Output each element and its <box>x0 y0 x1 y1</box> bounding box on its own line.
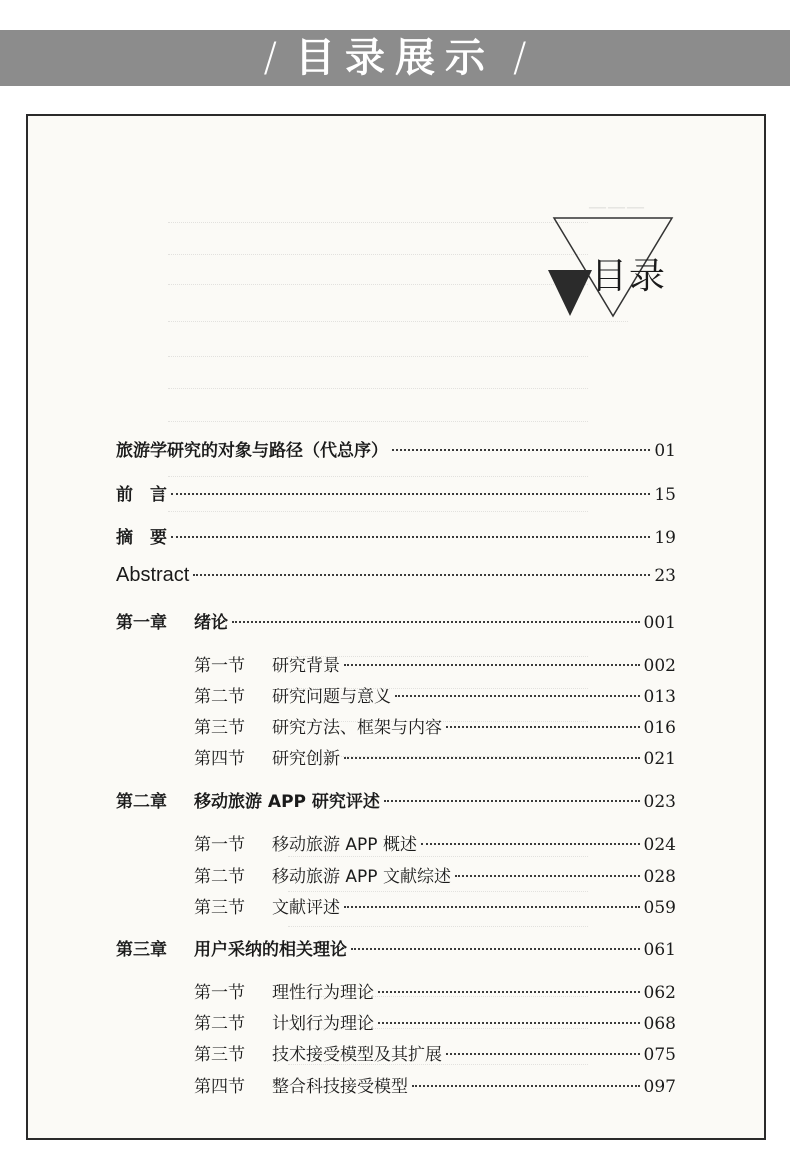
toc-section-3-1[interactable] <box>194 978 676 1003</box>
entry-title: 旅游学研究的对象与路径（代总序） <box>116 441 388 461</box>
dot-leader <box>378 991 640 993</box>
toc-entry-summary[interactable] <box>116 523 676 548</box>
entry-page: 23 <box>654 566 676 586</box>
section-number: 第二节 <box>194 1014 245 1034</box>
chapter-title: 移动旅游 APP 研究评述 <box>194 792 380 812</box>
dot-leader <box>446 726 640 728</box>
section-number: 第一节 <box>194 835 245 855</box>
section-title: 移动旅游 APP 文献综述 <box>272 867 451 887</box>
toc-section-2-1[interactable] <box>194 830 676 855</box>
section-number: 第一节 <box>194 656 245 676</box>
chapter-page: 061 <box>643 940 676 960</box>
chapter-page: 023 <box>643 792 676 812</box>
dot-leader <box>384 800 640 802</box>
section-title: 研究创新 <box>272 749 340 769</box>
toc-section-3-2[interactable] <box>194 1009 676 1034</box>
entry-page: 15 <box>654 485 676 505</box>
section-title: 研究方法、框架与内容 <box>272 718 442 738</box>
chapter-title: 绪论 <box>194 613 228 633</box>
toc-chapter-3[interactable] <box>116 935 676 960</box>
entry-page: 19 <box>654 528 676 548</box>
section-title: 理性行为理论 <box>272 983 374 1003</box>
dot-leader <box>395 695 640 697</box>
section-page: 021 <box>643 749 676 769</box>
toc-section-2-3[interactable] <box>194 893 676 918</box>
section-title: 计划行为理论 <box>272 1014 374 1034</box>
entry-title: 摘 要 <box>116 528 167 548</box>
header-banner <box>0 30 790 86</box>
chapter-number: 第三章 <box>116 940 167 960</box>
section-number: 第三节 <box>194 718 245 738</box>
section-number: 第三节 <box>194 1045 245 1065</box>
toc-chapter-2[interactable] <box>116 787 676 812</box>
section-title: 技术接受模型及其扩展 <box>272 1045 442 1065</box>
section-title: 移动旅游 APP 概述 <box>272 835 417 855</box>
toc-section-2-2[interactable] <box>194 862 676 887</box>
entry-title: Abstract <box>116 564 190 586</box>
dot-leader <box>378 1022 640 1024</box>
chapter-number: 第一章 <box>116 613 167 633</box>
dot-leader <box>446 1053 640 1055</box>
left-slash: / <box>263 35 277 81</box>
toc-section-1-2[interactable] <box>194 682 676 707</box>
section-title: 研究背景 <box>272 656 340 676</box>
section-title: 研究问题与意义 <box>272 687 391 707</box>
section-number: 第二节 <box>194 687 245 707</box>
section-page: 059 <box>643 898 676 918</box>
dot-leader <box>344 664 640 666</box>
dot-leader <box>412 1085 640 1087</box>
entry-title: 前 言 <box>116 485 167 505</box>
section-number: 第四节 <box>194 1077 245 1097</box>
toc-section-1-3[interactable] <box>194 713 676 738</box>
section-page: 024 <box>643 835 676 855</box>
toc-chapter-1[interactable] <box>116 608 676 633</box>
toc-section-1-1[interactable] <box>194 651 676 676</box>
section-number: 第四节 <box>194 749 245 769</box>
section-page: 016 <box>643 718 676 738</box>
section-page: 013 <box>643 687 676 707</box>
banner-title: 目录展示 <box>295 35 495 81</box>
dot-leader <box>421 843 640 845</box>
section-page: 028 <box>643 867 676 887</box>
section-number: 第二节 <box>194 867 245 887</box>
chapter-page: 001 <box>643 613 676 633</box>
dot-leader <box>455 875 640 877</box>
dot-leader <box>171 536 650 538</box>
chapter-number: 第二章 <box>116 792 167 812</box>
section-page: 062 <box>643 983 676 1003</box>
section-number: 第三节 <box>194 898 245 918</box>
dot-leader <box>171 493 650 495</box>
section-page: 002 <box>643 656 676 676</box>
section-page: 097 <box>643 1077 676 1097</box>
right-slash: / <box>513 35 527 81</box>
entry-page: 01 <box>654 441 676 461</box>
toc-entry-abstract[interactable] <box>116 564 676 587</box>
section-title: 整合科技接受模型 <box>272 1077 408 1097</box>
toc-section-3-3[interactable] <box>194 1040 676 1065</box>
book-page: ——— 目录 旅游学研究的对象与路径（代总序） 01 前 言 15 摘 要 19 Abstract 23 第一章 绪论 001 第一节 研究背景 002 第二节 研究问题与意义 013 第三节 研究方法、框架与内容 016 第四节 研究创新 021 第二章 移动旅游 APP 研究评述 023 第一节 移动旅游 APP 概述 024 第二节 移动旅游 APP 文献综述 028 第三节 文献评述 059 第三章 用户采纳的相关理论 061 第一节 理性行为理论 062 第二节 计划行为理论 068 第三节 技术接受模型及其扩展 075 第四节 整合科技接受模型 097 <box>26 114 766 1140</box>
dot-leader <box>344 757 640 759</box>
section-number: 第一节 <box>194 983 245 1003</box>
toc-entry-preface[interactable] <box>116 480 676 505</box>
dot-leader <box>344 906 640 908</box>
dot-leader <box>232 621 640 623</box>
section-page: 075 <box>643 1045 676 1065</box>
section-page: 068 <box>643 1014 676 1034</box>
toc-section-1-4[interactable] <box>194 744 676 769</box>
dot-leader <box>392 449 650 451</box>
dot-leader <box>351 948 640 950</box>
section-title: 文献评述 <box>272 898 340 918</box>
toc-heading: 目录 <box>591 256 668 297</box>
chapter-title: 用户采纳的相关理论 <box>194 940 347 960</box>
toc-section-3-4[interactable] <box>194 1072 676 1097</box>
toc-entry-foreword[interactable] <box>116 436 676 461</box>
dot-leader <box>193 574 650 576</box>
